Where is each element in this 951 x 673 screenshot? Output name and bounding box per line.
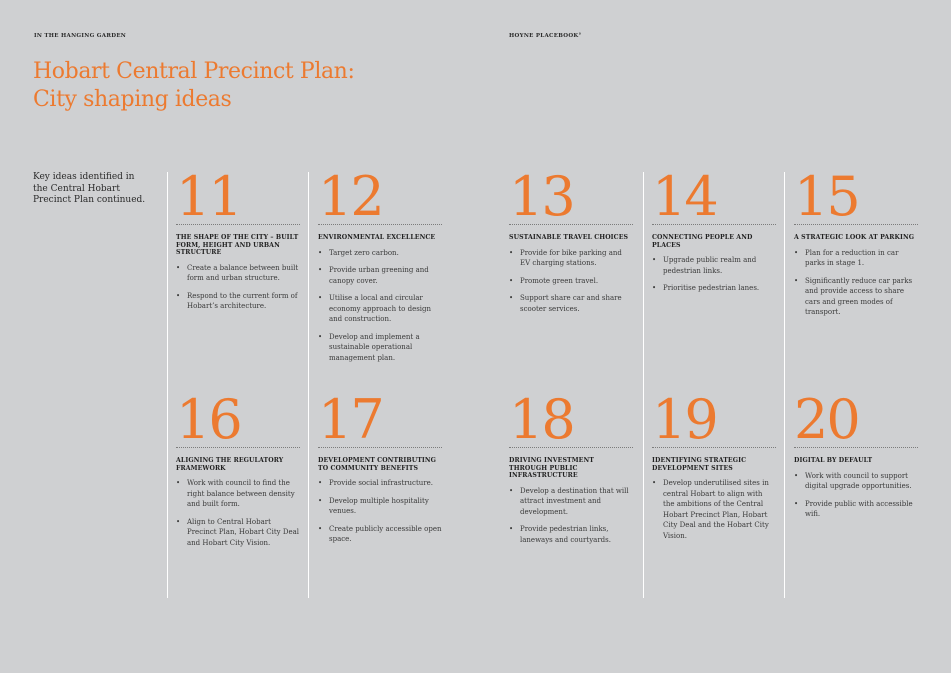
bullet-item: • Target zero carbon.	[318, 248, 442, 259]
column-divider	[308, 172, 309, 598]
bullet-item: • Significantly reduce car parks and provide access to share cars and green modes of transport.	[794, 276, 918, 318]
idea-heading: SUSTAINABLE TRAVEL CHOICES	[509, 234, 629, 241]
bullet-item: • Upgrade public realm and pedestrian links.	[652, 255, 776, 276]
title-line-1: Hobart Central Precinct Plan:	[33, 59, 355, 84]
idea-heading: ALIGNING THE REGULATORY FRAMEWORK	[176, 457, 284, 472]
idea-bullets	[318, 478, 442, 545]
idea-number: 18	[509, 388, 574, 451]
bullet-item: • Work with council to support digital upgrade opportunities.	[794, 471, 918, 492]
bullet-item: • Develop a destination that will attract investment and development.	[509, 486, 633, 518]
bullet-item: • Provide urban greening and canopy cover.	[318, 265, 442, 286]
idea-heading: ENVIRONMENTAL EXCELLENCE	[318, 234, 436, 241]
idea-bullets	[318, 248, 442, 364]
idea-bullets	[652, 255, 776, 294]
bullet-item: • Prioritise pedestrian lanes.	[652, 283, 776, 294]
bullet-item: • Utilise a local and circular economy approach to design and construction.	[318, 293, 442, 325]
idea-heading: THE SHAPE OF THE CITY – BUILT FORM, HEIGHT AND URBAN STRUCTURE	[176, 234, 299, 256]
bullet-item: • Support share car and share scooter services.	[509, 293, 633, 314]
idea-card-20	[794, 388, 918, 527]
column-divider	[643, 172, 644, 598]
page-title	[33, 58, 354, 114]
bullet-item: • Provide pedestrian links, laneways and courtyards.	[509, 524, 633, 545]
bullet-item: • Develop underutilised sites in central Hobart to align with the ambitions of the Central Hobart Precinct Plan, Hobart City Deal and the Hobart City Vision.	[652, 478, 776, 541]
idea-heading: DIGITAL BY DEFAULT	[794, 457, 873, 464]
idea-card-11	[176, 165, 300, 319]
bullet-item: • Provide for bike parking and EV charging stations.	[509, 248, 633, 269]
bullet-item: • Provide public with accessible wifi.	[794, 499, 918, 520]
bullet-item: • Develop multiple hospitality venues.	[318, 496, 442, 517]
idea-number: 20	[794, 388, 859, 451]
bullet-item: • Develop and implement a sustainable operational management plan.	[318, 332, 442, 364]
bullet-item: • Create a balance between built form and urban structure.	[176, 263, 300, 284]
idea-card-12	[318, 165, 442, 370]
idea-number: 14	[652, 165, 717, 228]
bullet-item: • Align to Central Hobart Precinct Plan, Hobart City Deal and Hobart City Vision.	[176, 517, 300, 549]
bullet-item: • Work with council to find the right balance between density and built form.	[176, 478, 300, 510]
bullet-item: • Promote green travel.	[509, 276, 633, 287]
idea-bullets	[176, 263, 300, 312]
idea-number: 19	[652, 388, 717, 451]
idea-number: 15	[794, 165, 859, 228]
running-header-left: IN THE HANGING GARDEN	[34, 33, 127, 39]
running-header-right: HOYNE PLACEBOOK°	[509, 33, 582, 39]
bullet-item: • Provide social infrastructure.	[318, 478, 442, 489]
idea-bullets	[509, 248, 633, 315]
intro-text: Key ideas identified in the Central Hobart Precinct Plan continued.	[33, 172, 146, 205]
idea-heading: A STRATEGIC LOOK AT PARKING	[794, 234, 915, 241]
idea-bullets	[794, 471, 918, 520]
idea-number: 12	[318, 165, 383, 228]
idea-card-19	[652, 388, 776, 548]
idea-heading: DRIVING INVESTMENT THROUGH PUBLIC INFRASTRUCTURE	[509, 457, 594, 479]
idea-bullets	[176, 478, 300, 548]
idea-card-14	[652, 165, 776, 301]
idea-number: 11	[176, 165, 241, 228]
idea-bullets	[509, 486, 633, 546]
idea-heading: IDENTIFYING STRATEGIC DEVELOPMENT SITES	[652, 457, 747, 472]
idea-number: 17	[318, 388, 383, 451]
idea-card-18	[509, 388, 633, 552]
idea-heading: CONNECTING PEOPLE AND PLACES	[652, 234, 753, 249]
idea-card-13	[509, 165, 633, 321]
idea-number: 13	[509, 165, 574, 228]
idea-card-17	[318, 388, 442, 552]
idea-bullets	[794, 248, 918, 318]
idea-card-15	[794, 165, 918, 325]
bullet-item: • Plan for a reduction in car parks in stage 1.	[794, 248, 918, 269]
title-line-2: City shaping ideas	[33, 87, 232, 112]
bullet-item: • Respond to the current form of Hobart’s architecture.	[176, 291, 300, 312]
column-divider	[167, 172, 168, 598]
idea-heading: DEVELOPMENT CONTRIBUTING TO COMMUNITY BENEFITS	[318, 457, 437, 472]
bullet-item: • Create publicly accessible open space.	[318, 524, 442, 545]
column-divider	[784, 172, 785, 598]
idea-number: 16	[176, 388, 241, 451]
idea-card-16	[176, 388, 300, 555]
idea-bullets	[652, 478, 776, 541]
